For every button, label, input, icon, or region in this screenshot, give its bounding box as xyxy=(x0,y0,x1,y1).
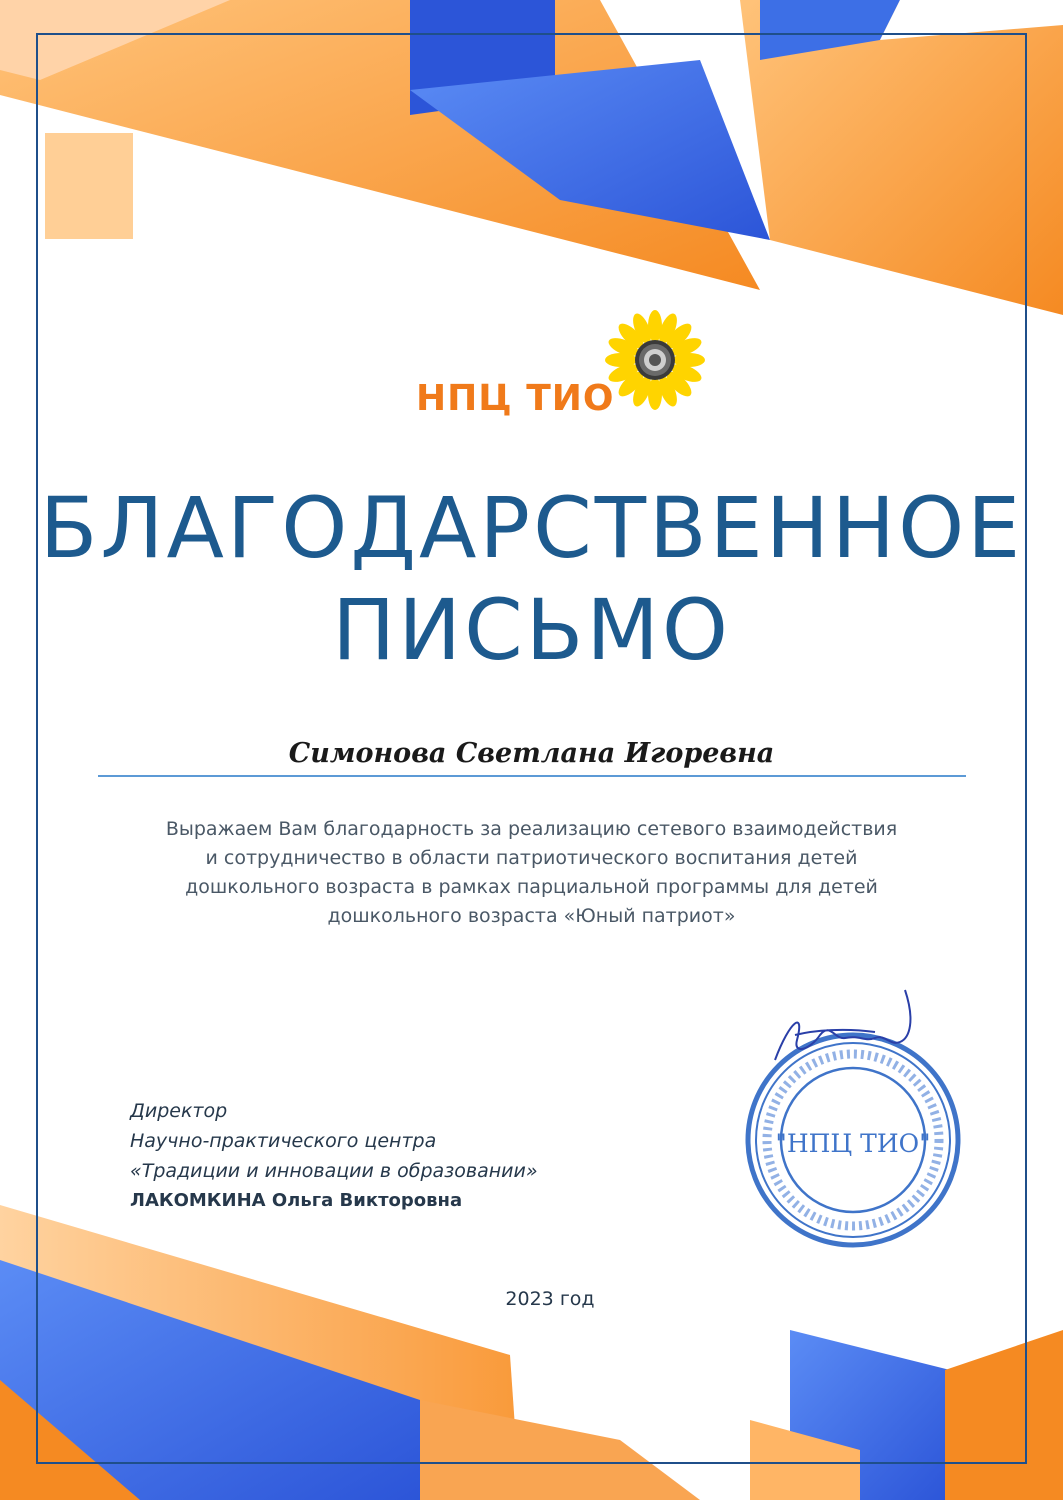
director-org-line-2: «Традиции и инновации в образовании» xyxy=(130,1160,538,1182)
year: 2023 год xyxy=(505,1288,595,1310)
director-block xyxy=(130,1096,538,1216)
gratitude-line: дошкольного возраста в рамках парциальной программы для детей xyxy=(185,876,878,898)
logo-text: НПЦ ТИО xyxy=(416,378,615,419)
director-name: ЛАКОМКИНА Ольга Викторовна xyxy=(130,1190,463,1211)
director-org-line-1: Научно-практического центра xyxy=(130,1130,437,1152)
gratitude-line: и сотрудничество в области патриотического воспитания детей xyxy=(205,847,858,869)
stamp-center-text: "НПЦ ТИО" xyxy=(775,1129,931,1158)
recipient-name: Симонова Светлана Игоревна xyxy=(288,738,775,769)
gratitude-text xyxy=(120,815,943,931)
gratitude-line: Выражаем Вам благодарность за реализацию сетевого взаимодействия xyxy=(165,818,898,840)
gratitude-line: дошкольного возраста «Юный патриот» xyxy=(327,905,736,927)
director-position: Директор xyxy=(130,1100,228,1122)
logo xyxy=(410,310,710,430)
title-line-1: БЛАГОДАРСТВЕННОЕ xyxy=(39,479,1024,577)
stamp-with-signature xyxy=(735,980,985,1270)
name-underline xyxy=(98,775,966,777)
sunflower-icon xyxy=(605,310,705,410)
title-line-2: ПИСЬМО xyxy=(332,581,731,679)
official-stamp-icon xyxy=(748,1035,958,1245)
